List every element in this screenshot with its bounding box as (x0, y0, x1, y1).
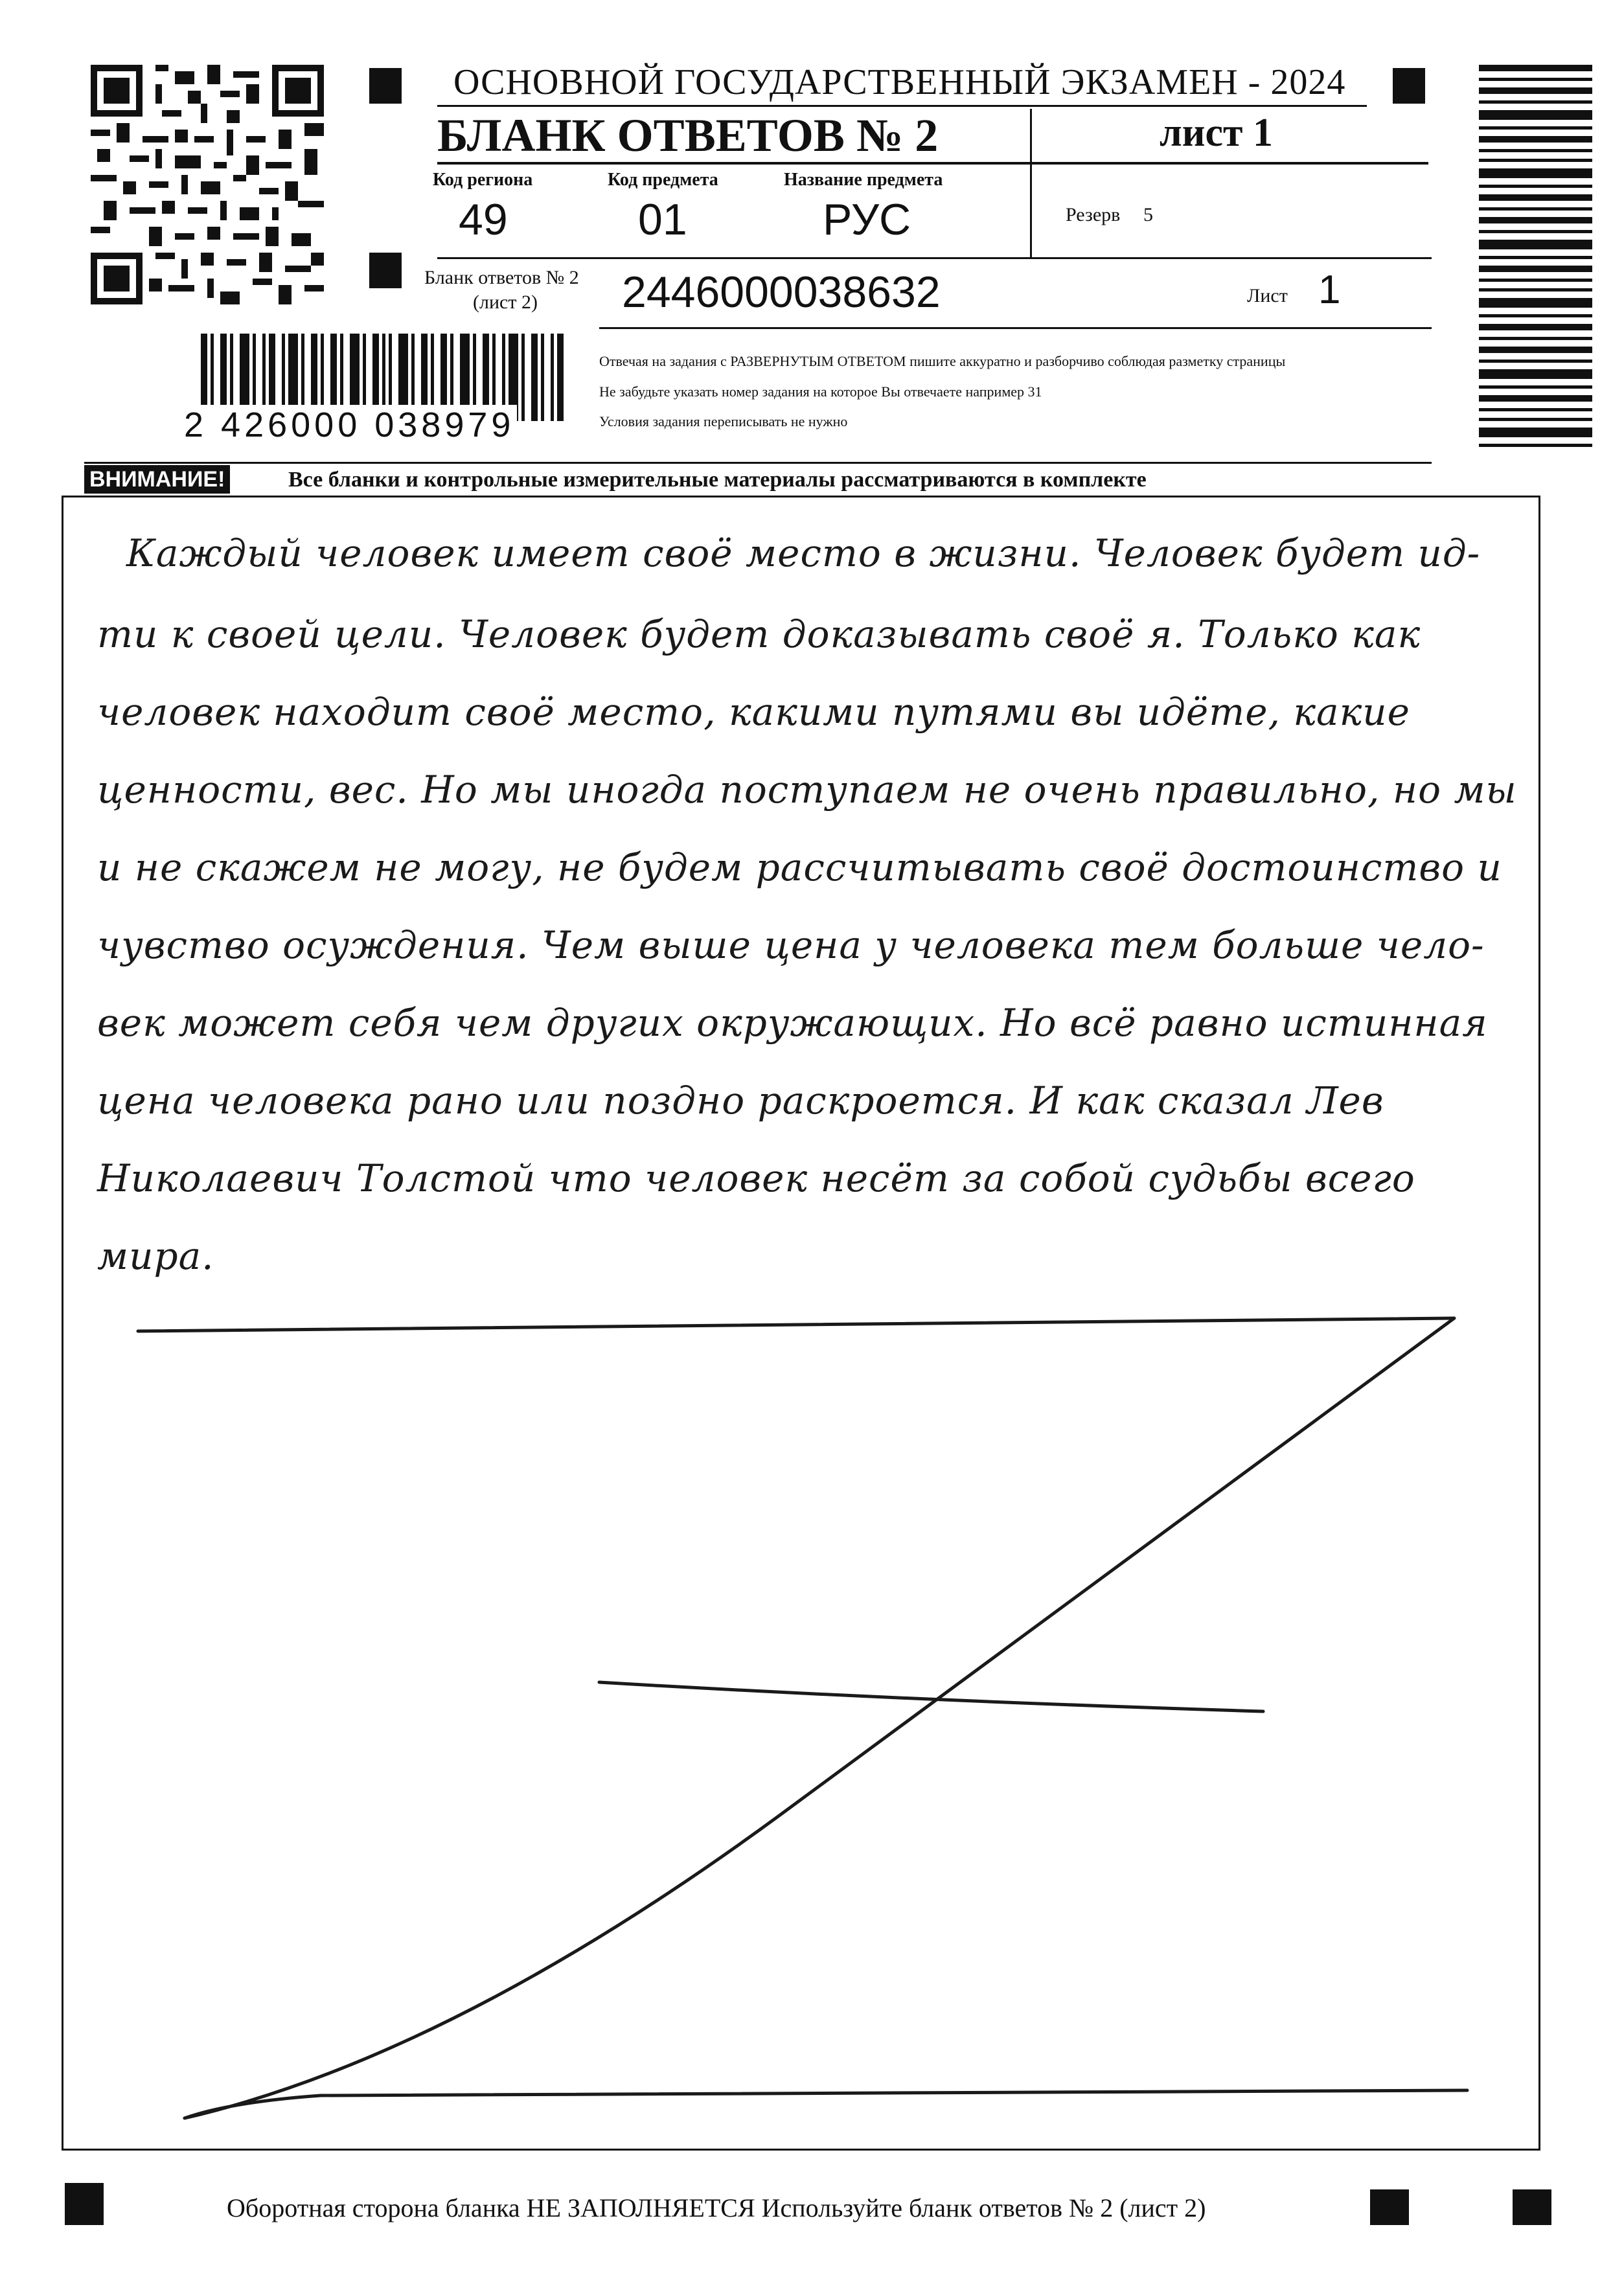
registration-square (1393, 68, 1425, 104)
side-barcode (1479, 65, 1592, 447)
region-label: Код региона (433, 170, 533, 190)
handwritten-line: чувство осуждения. Чем выше цена у человека тем больше чело- (97, 923, 1485, 967)
handwritten-line: ти к своей цели. Человек будет доказывать своё я. Только как (97, 612, 1421, 656)
divider (599, 327, 1432, 329)
registration-square (369, 68, 402, 104)
handwritten-line: человек находит своё место, какими путями вы идёте, какие (97, 690, 1410, 734)
sheet-label: Лист (1247, 285, 1288, 306)
handwritten-line: ценности, вес. Но мы иногда поступаем не очень правильно, но мы (97, 768, 1517, 812)
registration-square (1513, 2189, 1551, 2225)
handwritten-line: век может себя чем других окружающих. Но всё равно истинная (97, 1001, 1488, 1045)
region-value: 49 (459, 195, 508, 244)
handwritten-line: цена человека рано или поздно раскроется. И как сказал Лев (97, 1079, 1384, 1123)
handwritten-line: мира. (97, 1234, 214, 1278)
reserve-label: Резерв (1066, 204, 1121, 225)
notice-text: Все бланки и контрольные измерительные материалы рассматриваются в комплекте (288, 468, 1147, 492)
sheet-title: лист 1 (1160, 111, 1273, 155)
blank-number: 2446000038632 (622, 268, 941, 317)
registration-square (65, 2183, 104, 2225)
handwritten-line: Николаевич Толстой что человек несёт за собой судьбы всего (97, 1156, 1415, 1200)
divider (84, 462, 1432, 464)
form-title: БЛАНК ОТВЕТОВ № 2 (437, 109, 939, 161)
reserve-value: 5 (1143, 204, 1153, 225)
exam-title: ОСНОВНОЙ ГОСУДАРСТВЕННЫЙ ЭКЗАМЕН - 2024 (453, 62, 1346, 102)
qr-code (91, 65, 324, 304)
divider (437, 162, 1428, 165)
divider (437, 257, 1432, 259)
handwritten-line: и не скажем не могу, не будем рассчитывать своё достоинство и (97, 845, 1502, 889)
divider (1030, 109, 1032, 258)
notice-badge: ВНИМАНИЕ! (84, 465, 230, 494)
instruction-line: Условия задания переписывать не нужно (599, 413, 848, 429)
z-strike-mark (62, 496, 1540, 2151)
footer-note: Оборотная сторона бланка НЕ ЗАПОЛНЯЕТСЯ Используйте бланк ответов № 2 (лист 2) (227, 2193, 1206, 2222)
divider (437, 105, 1367, 107)
blank-label: Бланк ответов № 2 (424, 267, 579, 288)
handwritten-line: Каждый человек имеет своё место в жизни. Человек будет ид- (126, 531, 1481, 575)
subject-code-value: 01 (638, 195, 687, 244)
subject-name-value: РУС (823, 195, 911, 244)
instruction-line: Отвечая на задания с РАЗВЕРНУТЫМ ОТВЕТОМ пишите аккуратно и разборчиво соблюдая разметку страницы (599, 353, 1286, 369)
barcode-number: 2 426000 038979 (181, 405, 517, 445)
sheet-value: 1 (1318, 268, 1341, 312)
subject-code-label: Код предмета (608, 170, 718, 190)
subject-name-label: Название предмета (784, 170, 943, 190)
registration-square (1370, 2189, 1409, 2225)
registration-square (369, 253, 402, 288)
instruction-line: Не забудьте указать номер задания на которое Вы отвечаете например 31 (599, 383, 1042, 400)
blank-label-sheet: (лист 2) (473, 291, 538, 313)
